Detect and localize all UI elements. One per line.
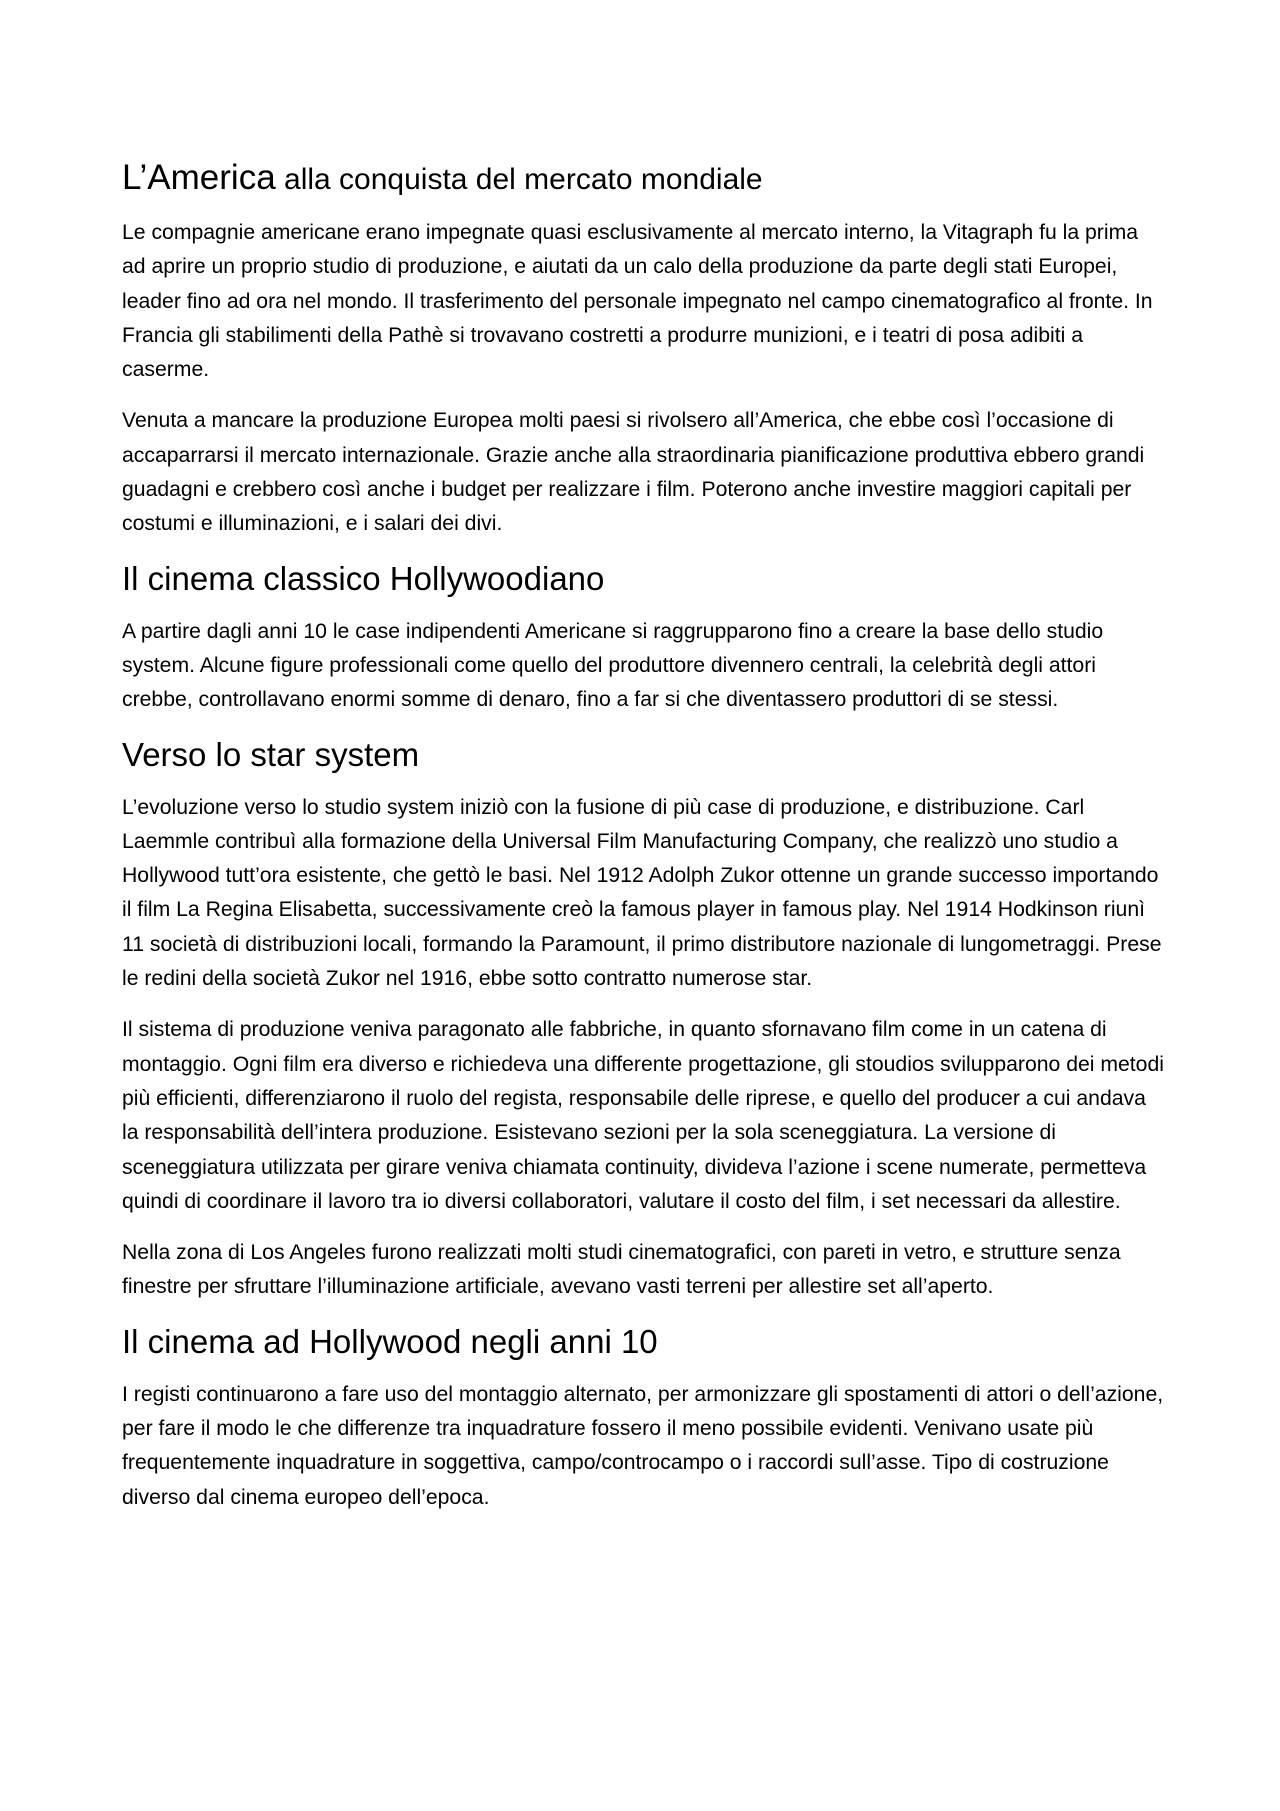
paragraph: L’evoluzione verso lo studio system iniziò con la fusione di più case di produzione, e distribuzione. Carl Laemmle contribuì alla formazione della Universal Film Manufacturing Company, che realizzò uno studio a Hollywood tutt’ora esistente, che gettò le basi. Nel 1912 Adolph Zukor ottenne un grande successo importando il film La Regina Elisabetta, successivamente creò la famous player in famous play. Nel 1914 Hodkinson riunì 11 società di distribuzioni locali, formando la Paramount, il primo distributore nazionale di lungometraggi. Prese le redini della società Zukor nel 1916, ebbe sotto contratto numerose star. — [122, 795, 1162, 991]
section-title: Il cinema ad Hollywood negli anni 10 — [122, 1322, 658, 1360]
paragraph: Il sistema di produzione veniva paragonato alle fabbriche, in quanto sfornavano film come in un catena di montaggio. Ogni film era diverso e richiedeva una differente progettazione, gli stoudios svilupparono dei metodi più efficienti, differenziarono il ruolo del regista, responsabile delle riprese, e quello del producer a cui andava la responsabilità dell’intera produzione. Esistevano sezioni per la sola sceneggiatura. La versione di sceneggiatura utilizzata per girare veniva chiamata continuity, divideva l’azione i scene numerate, permetteva quindi di coordinare il lavoro tra io diversi collaboratori, valutare il costo del film, i set necessari da allestire. — [122, 1018, 1164, 1213]
paragraph: I registi continuarono a fare uso del montaggio alternato, per armonizzare gli spostamenti di attori o dell’azione, per fare il modo le che differenze tra inquadrature fossero il meno possibile evidenti. Venivano usate più frequentemente inquadrature in soggettiva, campo/controcampo o i raccordi sull’asse. Tipo di costruzione diverso dal cinema europeo dell’epoca. — [122, 1382, 1164, 1509]
section-hollywood-anni-10 — [122, 1322, 1167, 1515]
section-title-rest: alla conquista del mercato mondiale — [275, 163, 763, 196]
section-america — [122, 158, 1167, 542]
paragraph: A partire dagli anni 10 le case indipendenti Americane si raggrupparono fino a creare la base dello studio system. Alcune figure professionali come quello del produttore divennero centrali, la celebrità degli attori crebbe, controllavano enormi somme di denaro, fino a far si che diventassero produttori di se stessi. — [122, 619, 1104, 712]
paragraph: Nella zona di Los Angeles furono realizzati molti studi cinematografici, con pareti in vetro, e strutture senza finestre per sfruttare l’illuminazione artificiale, avevano vasti terreni per allestire set all’aperto. — [122, 1241, 1121, 1299]
section-title: Verso lo star system — [122, 735, 420, 773]
paragraph: Le compagnie americane erano impegnate quasi esclusivamente al mercato interno, la Vitagraph fu la prima ad aprire un proprio studio di produzione, e aiutati da un calo della produzione da parte degli stati Europei, leader fino ad ora nel mondo. Il trasferimento del personale impegnato nel campo cinematografico al fronte. In Francia gli stabilimenti della Pathè si trovavano costretti a produrre munizioni, e i teatri di posa adibiti a caserme. — [122, 221, 1153, 382]
section-star-system — [122, 735, 1167, 1305]
section-title-lead: L’America — [122, 158, 276, 197]
section-title — [122, 158, 1167, 200]
document-page — [122, 158, 1167, 1532]
section-title: Il cinema classico Hollywoodiano — [122, 559, 605, 597]
paragraph: Venuta a mancare la produzione Europea molti paesi si rivolsero all’America, che ebbe così l’occasione di accaparrarsi il mercato internazionale. Grazie anche alla straordinaria pianificazione produttiva ebbero grandi guadagni e crebbero così anche i budget per realizzare i film. Poterono anche investire maggiori capitali per costumi e illuminazioni, e i salari dei divi. — [122, 409, 1145, 536]
section-cinema-classico — [122, 559, 1167, 718]
